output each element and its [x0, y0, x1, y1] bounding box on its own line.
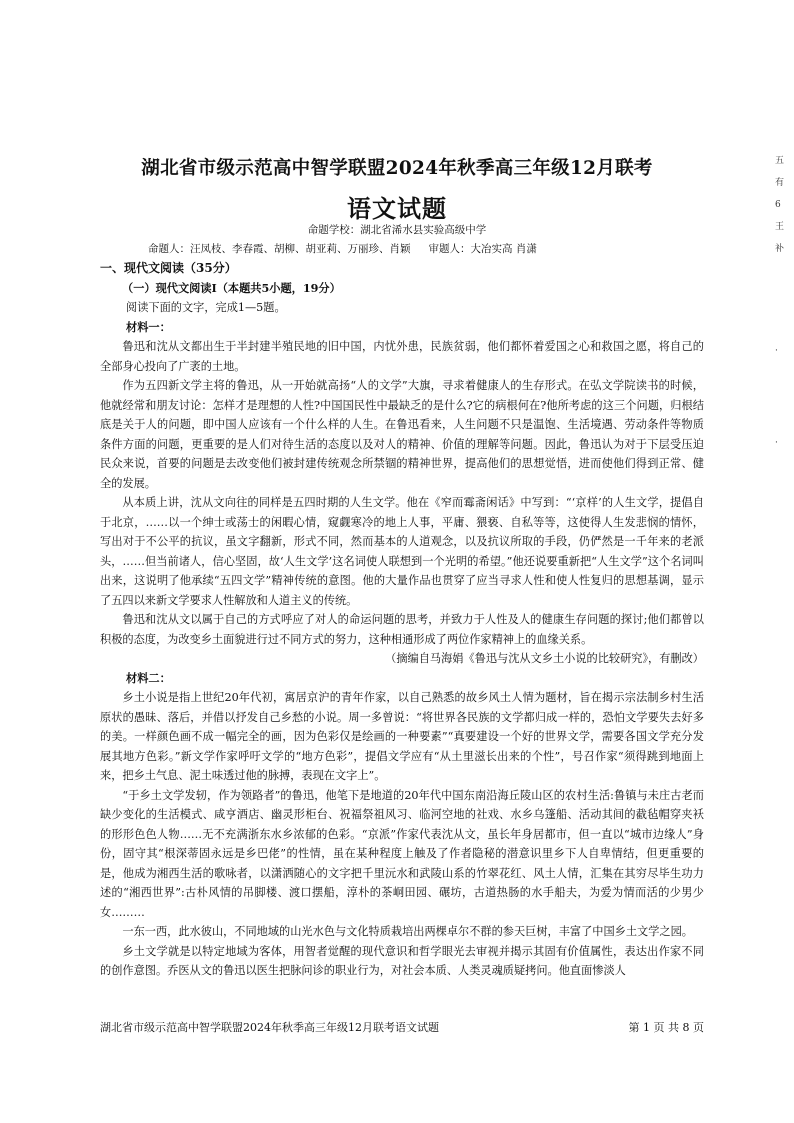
instruction: 阅读下面的文字，完成1—5题。: [126, 301, 286, 314]
material-1-label: 材料一：: [126, 319, 171, 334]
paragraph: 乡土小说是指上世纪20年代初，寓居京沪的青年作家，以自己熟悉的故乡风土人情为题材，旨在揭示宗法制乡村生活原状的愚昧、落后，并借以抒发自己乡愁的小说。周一多曾说：“将世界各民族的文学都归成一样的，恐怕文学要失去好多的美。一样颜色画不成一幅完全的画，因为色彩仅是绘画的一种要素”“真要建设一个好的世界文学，需要各国文学充分发展其地方色彩。”新文学作家呼吁文学的“地方色彩”，提倡文学应有“从土里滋长出来的个性”，号召作家“须得跳到地面上来，把乡土气息、泥土味透过他的脉搏，表现在文字上”。: [100, 691, 704, 782]
paragraph: “于乡土文学发轫，作为领路者”的鲁迅，他笔下是地道的20年代中国东南沿海丘陵山区的农村生活:鲁镇与未庄古老而缺少变化的生活模式、咸亨酒店、幽灵形柜台、祝福祭祖风习、临河空地的社戏、水乡乌篷船、活动其间的截毡帽穿夹袄的形形色色人物……无不充满浙东水乡浓郁的色彩。“京派”作家代表沈从文，虽长年身居都市，但一直以“城市边缘人”身份，固守其“根深蒂固永远是乡巴佬”的性情，虽在某种程度上触及了作者隐秘的潜意识里乡下人自卑情结，但更重要的是，他成为湘西生活的歌咏者，以潇洒随心的文字把千里沅水和武陵山系的竹翠花红、风土人情，汇集在其穷尽毕生功力述的“湘西世界”:古朴风情的吊脚楼、渡口摆船，淳朴的茶峒田园、碾坊，古道热肠的水手船夫，为爱为情而活的少男少女………: [100, 788, 704, 919]
material-2-label: 材料二：: [126, 670, 171, 685]
margin-mark: 6: [775, 200, 781, 210]
subject-title: 语文试题: [347, 194, 447, 223]
section-heading: 一、现代文阅读（35分）: [100, 261, 237, 275]
margin-mark: 有: [775, 178, 785, 188]
source-citation: （摘编自马海娟《鲁迅与沈从文乡土小说的比较研究》，有删改）: [385, 652, 704, 665]
paragraph: 作为五四新文学主将的鲁迅，从一开始就高扬“人的文学”大旗，寻求着健康人的生存形式。在弘文学院读书的时候，他就经常和朋友讨论：怎样才是理想的人性?中国国民性中最缺乏的是什么?它的病根何在?他所考虑的这三个问题，归根结底是关于人的问题，即中国人应该有一个什么样的人生。在鲁迅看来，人生问题不只是温饱、生活境遇、劳动条件等物质条件方面的问题，更重要的是人们对待生活的态度以及对人的精神、价值的理解等问题。因此，鲁迅认为对于下层受压迫民众来说，首要的问题是去改变他们被封建传统观念所禁锢的精神世界，提高他们的思想觉悟，进而使他们得到正常、健全的发展。: [100, 379, 704, 490]
authors: 命题人：汪凤枝、李春霞、胡柳、胡亚莉、万丽珍、肖颖: [148, 243, 411, 255]
margin-mark: 王: [775, 222, 785, 232]
paragraph: 鲁迅和沈从文都出生于半封建半殖民地的旧中国，内忧外患，民族贫弱，他们都怀着爱国之心和救国之愿，将自己的全部身心投向了广袤的土地。: [100, 340, 704, 373]
margin-mark: 补: [775, 244, 785, 254]
page-footer: [100, 1019, 704, 1035]
exam-title: 湖北省市级示范高中智学联盟2024年秋季高三年级12月联考: [141, 158, 653, 179]
authors-line: [148, 241, 768, 256]
paragraph: 乡土文学就是以特定地域为客体，用智者觉醒的现代意识和哲学眼光去审视并揭示其固有价值属性，表达出作家不同的创作意图。乔医从文的鲁迅以医生把脉问诊的职业行为，对社会本质、人类灵魂质疑拷问。他直面惨淡人: [100, 944, 704, 977]
margin-mark: ·: [775, 438, 778, 448]
footer-exam-name: 湖北省市级示范高中智学联盟2024年秋季高三年级12月联考语文试题: [100, 1021, 439, 1034]
margin-mark: 五: [775, 156, 785, 166]
margin-mark: ·: [775, 346, 778, 356]
reviewers: 审题人：大冶实高 肖潇: [428, 243, 537, 255]
setting-school: 命题学校：湖北省浠水县实验高级中学: [307, 224, 487, 236]
paragraph: 从本质上讲，沈从文向往的同样是五四时期的人生文学。他在《窄而霉斋闲话》中写到：“‘京样’的人生文学，提倡自于北京，……以一个绅士或荡士的闲暇心情，窥觑寒冷的地上人事，平庸、猥亵、自私等等，这使得人生发悲悯的情怀，写出对于不公平的抗议，虽文字翻新，形式不同，然而基本的人道观念，以及抗议所取的手段，仍俨然是一千年来的老派头，……但当前诸人，信心坚固，故‘人生文学’这名词使人联想到一个光明的希望。”他还说要重新把“人生文学”这个名词叫出来，这说明了他承续“五四文学”精神传统的意图。他的大量作品也贯穿了应当寻求人性和使人性复归的思想基调，显示了五四以来新文学要求人性解放和人道主义的传统。: [100, 496, 704, 607]
paragraph: 一东一西，此水彼山，不同地域的山光水色与文化特质栽培出两棵卓尔不群的参天巨树，丰富了中国乡土文学之园。: [122, 925, 693, 938]
page-number: 第 1 页 共 8 页: [628, 1021, 704, 1034]
subsection-heading: （一）现代文阅读Ⅰ（本题共5小题，19分）: [122, 280, 341, 295]
paragraph: 鲁迅和沈从文以属于自己的方式呼应了对人的命运问题的思考，并致力于人性及人的健康生存问题的探讨;他们都曾以积极的态度，为改变乡土面貌进行过不同方式的努力，这种相通形成了两位作家精神上的血缘关系。: [100, 613, 704, 646]
main-content: [100, 259, 704, 981]
